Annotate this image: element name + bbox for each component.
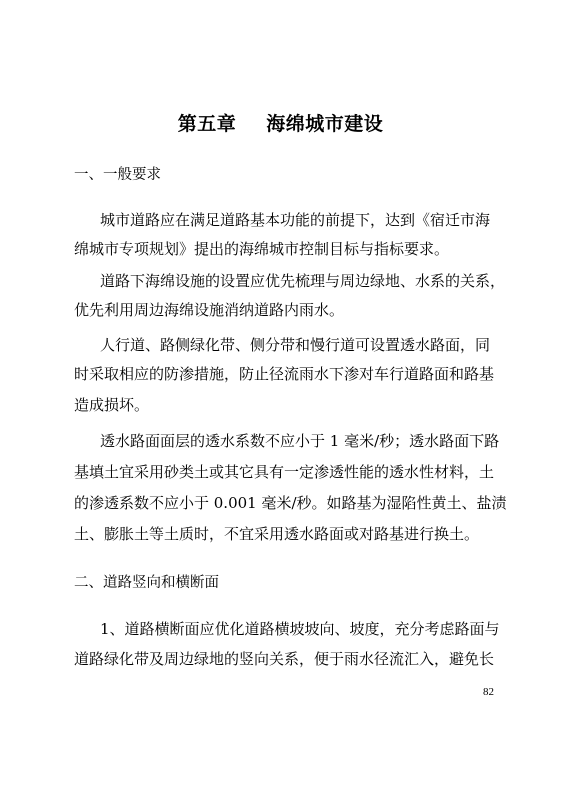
paragraph-line: 的渗透系数不应小于 0.001 毫米/秒。如路基为湿陷性黄土、盐渍 (74, 494, 507, 512)
paragraph-line: 土、膨胀土等土质时，不宜采用透水路面或对路基进行换土。 (74, 525, 480, 543)
section-heading-general-requirements: 一、一般要求 (74, 167, 161, 183)
paragraph-line: 透水路面面层的透水系数不应小于 1 毫米/秒；透水路面下路 (100, 432, 500, 450)
page-number: 82 (483, 686, 494, 698)
paragraph-line: 绵城市专项规划》提出的海绵城市控制目标与指标要求。 (74, 240, 450, 258)
paragraph-line: 人行道、路侧绿化带、侧分带和慢行道可设置透水路面，同 (100, 336, 491, 354)
section-heading-vertical-and-cross-section: 二、道路竖向和横断面 (74, 575, 219, 591)
paragraph-line: 时采取相应的防渗措施，防止径流雨水下渗对车行道路面和路基 (74, 365, 495, 383)
chapter-title (0, 109, 561, 136)
chapter-name: 海绵城市建设 (266, 113, 384, 135)
paragraph-line: 道路下海绵设施的设置应优先梳理与周边绿地、水系的关系， (100, 272, 506, 290)
paragraph-line: 城市道路应在满足道路基本功能的前提下，达到《宿迁市海 (100, 211, 491, 229)
chapter-number: 第五章 (177, 113, 237, 135)
paragraph-line: 1、道路横断面应优化道路横坡坡向、坡度，充分考虑路面与 (100, 620, 500, 638)
paragraph-line: 造成损坏。 (74, 396, 150, 414)
paragraph-line: 基填土宜采用砂类土或其它具有一定渗透性能的透水性材料，土 (74, 463, 495, 481)
paragraph-line: 优先利用周边海绵设施消纳道路内雨水。 (74, 301, 345, 319)
paragraph-line: 道路绿化带及周边绿地的竖向关系，便于雨水径流汇入，避免长 (74, 650, 495, 668)
